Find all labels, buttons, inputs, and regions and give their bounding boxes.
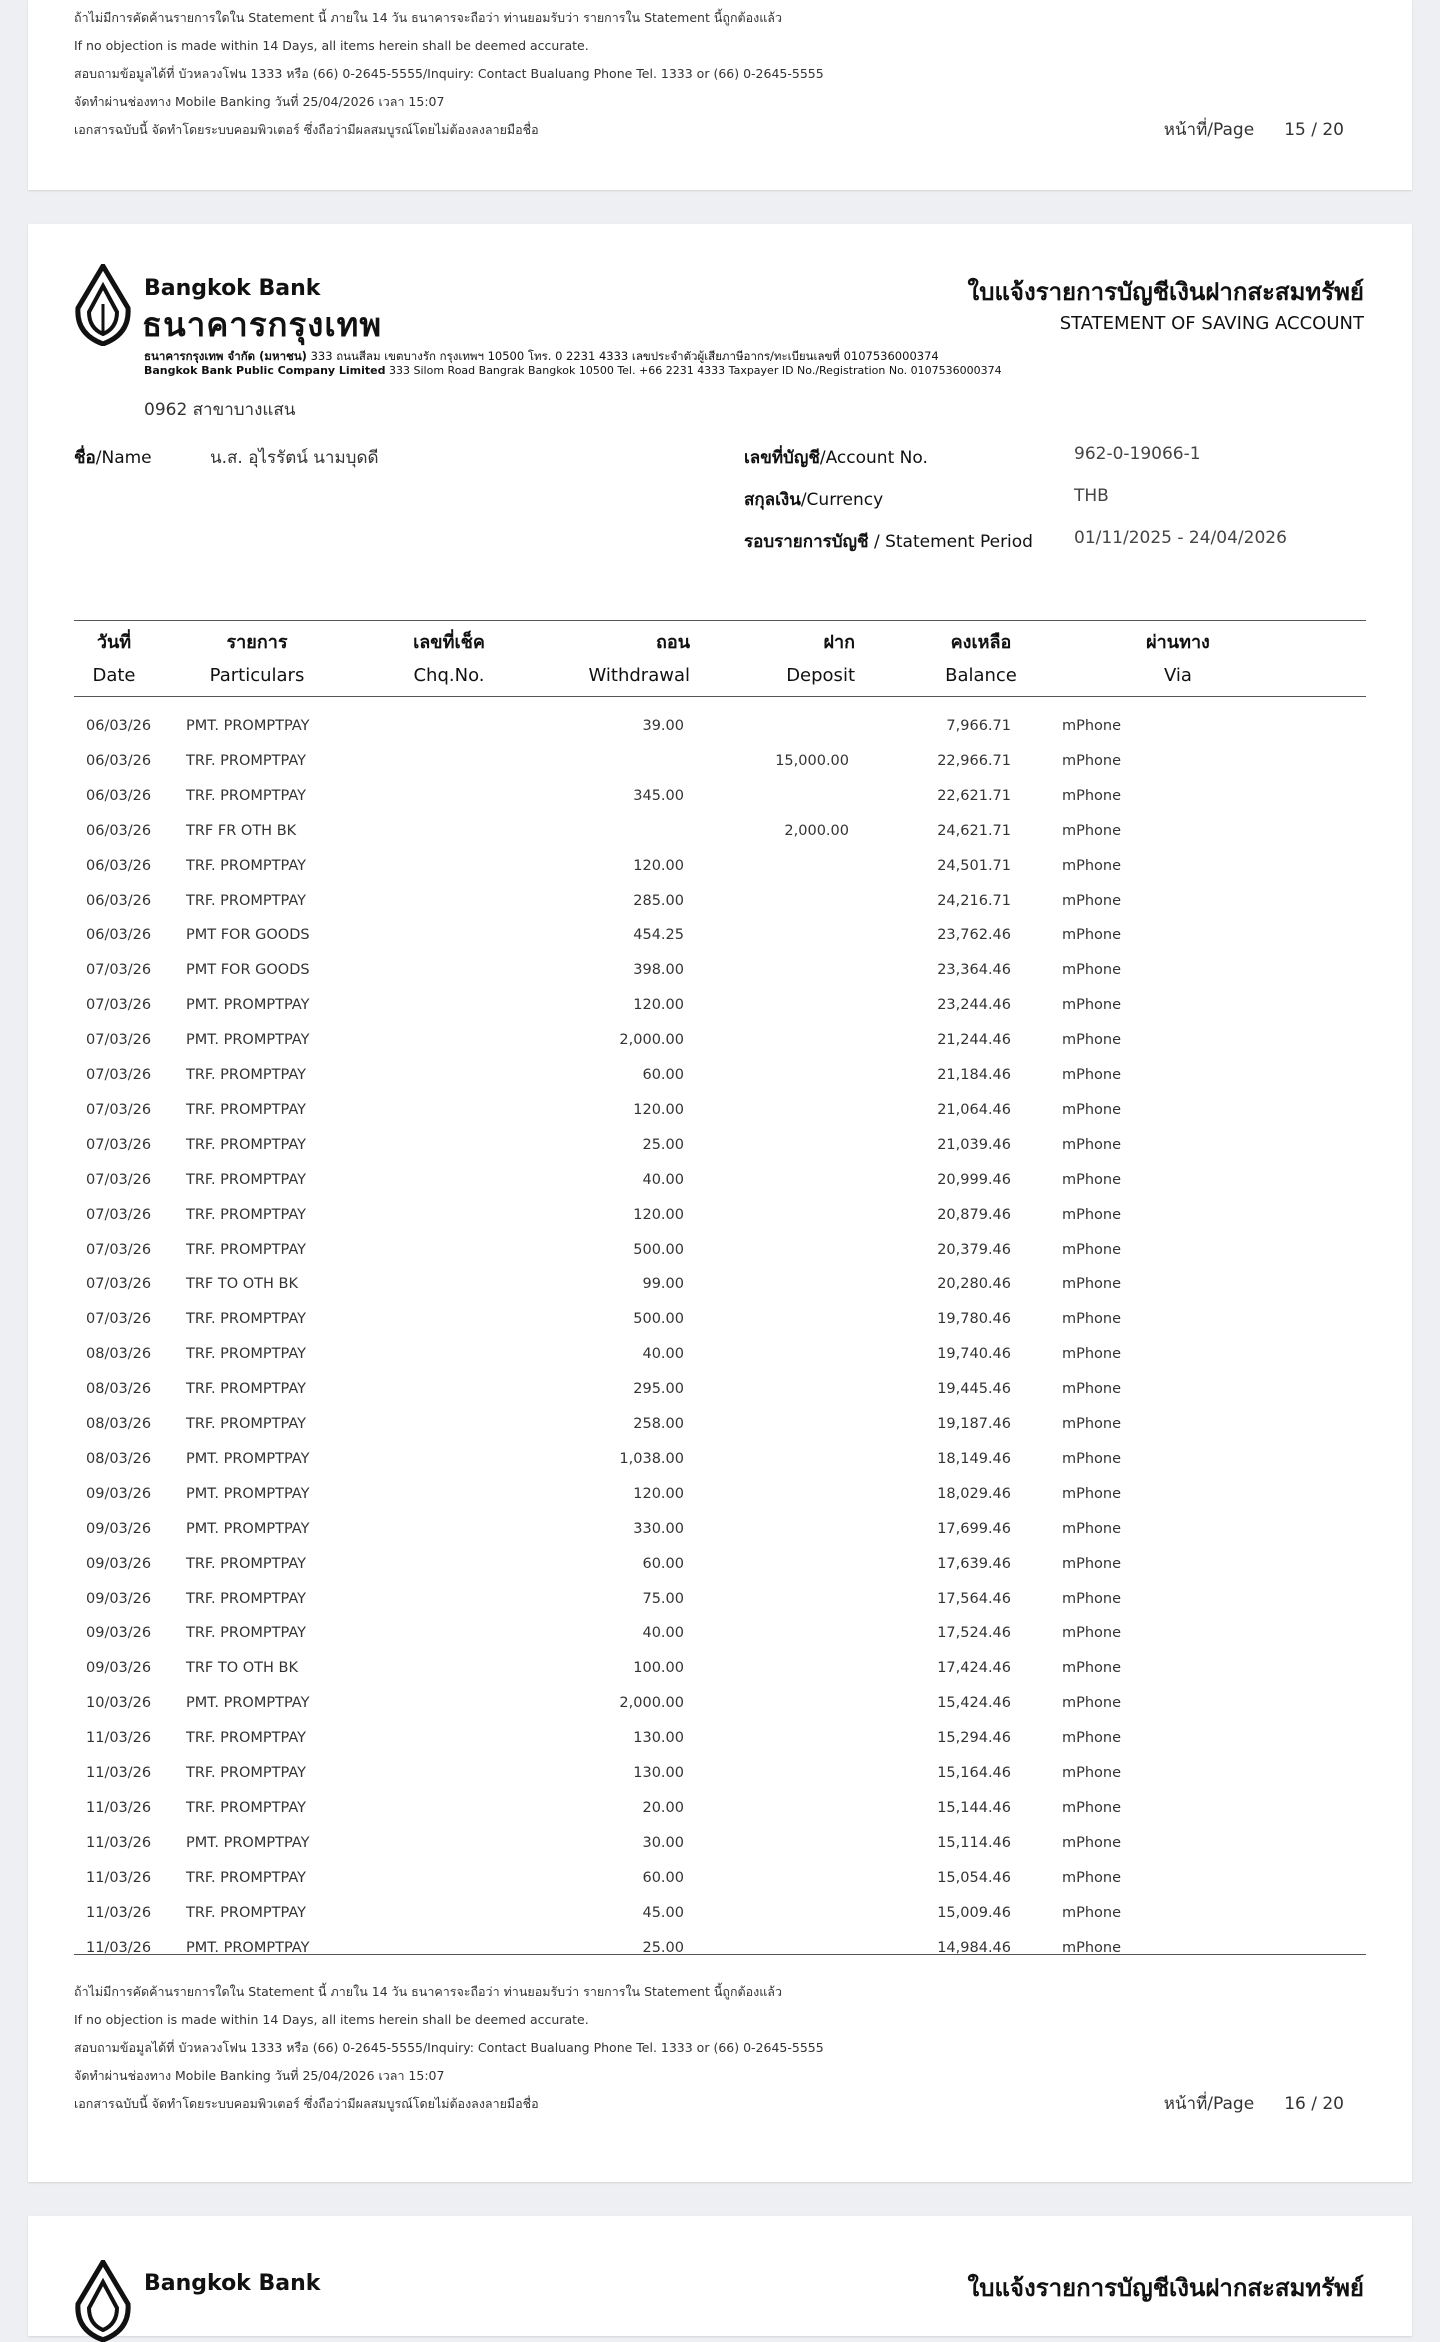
- row-balance: 21,244.46: [937, 1032, 1011, 1049]
- row-particulars: TRF. PROMPTPAY: [186, 1765, 306, 1781]
- row-balance: 15,164.46: [937, 1765, 1011, 1781]
- row-withdrawal: 120.00: [633, 1101, 684, 1118]
- row-balance: 18,029.46: [937, 1485, 1011, 1502]
- bangkok-bank-lotus-logo-icon: [74, 2260, 132, 2342]
- row-via: mPhone: [1062, 822, 1122, 839]
- document-title-th: ใบแจ้งรายการบัญชีเงินฝากสะสมทรัพย์: [967, 2274, 1364, 2302]
- row-balance: 18,149.46: [937, 1450, 1011, 1467]
- row-particulars: TRF. PROMPTPAY: [186, 1101, 306, 1118]
- row-via: mPhone: [1062, 1311, 1122, 1328]
- currency-label: [744, 486, 883, 513]
- row-date: 08/03/26: [86, 1381, 152, 1398]
- row-date: 11/03/26: [86, 1799, 152, 1816]
- row-balance: 21,184.46: [937, 1067, 1011, 1083]
- row-particulars: PMT. PROMPTPAY: [186, 1939, 310, 1956]
- row-balance: 15,054.46: [937, 1869, 1011, 1886]
- name-label: [74, 444, 152, 471]
- name-label-th: ชื่อ: [74, 448, 96, 468]
- row-via: mPhone: [1062, 1136, 1122, 1153]
- row-particulars: TRF. PROMPTPAY: [186, 1625, 306, 1642]
- row-withdrawal: 130.00: [633, 1730, 684, 1747]
- row-particulars: PMT. PROMPTPAY: [186, 1032, 310, 1049]
- row-via: mPhone: [1062, 1765, 1122, 1781]
- row-via: mPhone: [1062, 1799, 1122, 1816]
- table-row: [74, 1826, 1366, 1861]
- row-via: mPhone: [1062, 962, 1122, 979]
- row-withdrawal: 295.00: [633, 1381, 684, 1398]
- row-particulars: TRF. PROMPTPAY: [186, 752, 306, 769]
- col-header-cheque: เลขที่เช็ค Chq.No.: [413, 632, 485, 686]
- row-balance: 17,564.46: [937, 1590, 1011, 1607]
- row-date: 06/03/26: [86, 718, 152, 734]
- row-balance: 21,039.46: [937, 1136, 1011, 1153]
- row-date: 07/03/26: [86, 1032, 152, 1049]
- row-via: mPhone: [1062, 1346, 1122, 1363]
- row-particulars: TRF. PROMPTPAY: [186, 1590, 306, 1607]
- table-row: [74, 1372, 1366, 1407]
- row-withdrawal: 75.00: [642, 1590, 684, 1607]
- row-withdrawal: 130.00: [633, 1765, 684, 1781]
- table-row: [74, 884, 1366, 919]
- row-via: mPhone: [1062, 1206, 1122, 1223]
- row-particulars: PMT. PROMPTPAY: [186, 1450, 310, 1467]
- col-header-withdrawal: ถอน Withdrawal: [588, 632, 690, 686]
- row-particulars: PMT. PROMPTPAY: [186, 1695, 310, 1712]
- disclaimer-line-en: If no objection is made within 14 Days, all items herein shall be deemed accurate.: [74, 38, 589, 53]
- row-withdrawal: 40.00: [642, 1346, 684, 1363]
- row-balance: 15,114.46: [937, 1834, 1011, 1851]
- row-date: 08/03/26: [86, 1416, 152, 1432]
- row-particulars: TRF. PROMPTPAY: [186, 1730, 306, 1747]
- row-withdrawal: 60.00: [642, 1869, 684, 1886]
- row-date: 07/03/26: [86, 1171, 152, 1188]
- row-withdrawal: 120.00: [633, 1206, 684, 1223]
- account-holder-name: น.ส. อุไรรัตน์ นามบุดดี: [210, 448, 379, 468]
- row-withdrawal: 100.00: [633, 1660, 684, 1677]
- row-date: 09/03/26: [86, 1520, 152, 1537]
- row-date: 11/03/26: [86, 1834, 152, 1851]
- row-via: mPhone: [1062, 1241, 1122, 1258]
- table-row: [74, 1686, 1366, 1721]
- row-via: mPhone: [1062, 1834, 1122, 1851]
- col-header-particulars: รายการ Particulars: [209, 632, 305, 686]
- row-withdrawal: 25.00: [642, 1939, 684, 1956]
- row-balance: 23,244.46: [937, 997, 1011, 1014]
- row-via: mPhone: [1062, 1904, 1122, 1921]
- page-number-label: หน้าที่/Page: [1163, 120, 1255, 140]
- currency-value: THB: [1074, 486, 1109, 506]
- disclaimer-block: [74, 4, 824, 144]
- row-withdrawal: 330.00: [633, 1520, 684, 1537]
- table-row: [74, 1337, 1366, 1372]
- currency-label-th: สกุลเงิน: [744, 490, 801, 510]
- row-balance: 22,966.71: [937, 752, 1011, 769]
- row-withdrawal: 120.00: [633, 997, 684, 1014]
- row-particulars: TRF. PROMPTPAY: [186, 1346, 306, 1363]
- row-withdrawal: 2,000.00: [619, 1695, 684, 1712]
- row-balance: 24,216.71: [937, 892, 1011, 909]
- row-via: mPhone: [1062, 718, 1122, 734]
- row-via: mPhone: [1062, 1381, 1122, 1398]
- row-withdrawal: 398.00: [633, 962, 684, 979]
- row-date: 07/03/26: [86, 1067, 152, 1083]
- row-particulars: TRF TO OTH BK: [186, 1660, 298, 1677]
- bank-name-en: Bangkok Bank: [144, 2271, 321, 2296]
- disclaimer-block: [74, 1978, 824, 2118]
- row-particulars: TRF. PROMPTPAY: [186, 1206, 306, 1223]
- table-row: [74, 988, 1366, 1023]
- row-via: mPhone: [1062, 752, 1122, 769]
- row-date: 07/03/26: [86, 1311, 152, 1328]
- row-particulars: TRF. PROMPTPAY: [186, 857, 306, 874]
- row-date: 09/03/26: [86, 1660, 152, 1677]
- table-top-rule: [74, 620, 1366, 621]
- row-date: 07/03/26: [86, 1276, 152, 1293]
- row-balance: 24,621.71: [937, 822, 1011, 839]
- row-withdrawal: 99.00: [642, 1276, 684, 1293]
- row-via: mPhone: [1062, 1450, 1122, 1467]
- document-title-en: STATEMENT OF SAVING ACCOUNT: [1059, 313, 1364, 334]
- disclaimer-line-th: ถ้าไม่มีการคัดค้านรายการใดใน Statement นี้ ภายใน 14 วัน ธนาคารจะถือว่า ท่านยอมรับว่า รายการใน Statement นี้ถูกต้องแล้ว: [74, 1984, 782, 1999]
- bank-legal-name-en: Bangkok Bank Public Company Limited: [144, 364, 386, 377]
- branch-name: 0962 สาขาบางแสน: [144, 400, 296, 420]
- row-balance: 19,445.46: [937, 1381, 1011, 1398]
- table-row: [74, 1267, 1366, 1302]
- table-row: [74, 1512, 1366, 1547]
- row-balance: 7,966.71: [946, 718, 1011, 734]
- table-row: [74, 1023, 1366, 1058]
- row-deposit: 15,000.00: [775, 752, 849, 769]
- row-particulars: PMT FOR GOODS: [186, 927, 310, 944]
- row-via: mPhone: [1062, 892, 1122, 909]
- row-date: 06/03/26: [86, 752, 152, 769]
- row-date: 11/03/26: [86, 1869, 152, 1886]
- row-date: 11/03/26: [86, 1939, 152, 1956]
- row-particulars: TRF. PROMPTPAY: [186, 892, 306, 909]
- statement-page-16: [28, 224, 1412, 2182]
- row-date: 11/03/26: [86, 1765, 152, 1781]
- row-withdrawal: 20.00: [642, 1799, 684, 1816]
- generated-line: จัดทำผ่านช่องทาง Mobile Banking วันที่ 25/04/2026 เวลา 15:07: [74, 94, 445, 109]
- row-balance: 22,621.71: [937, 787, 1011, 804]
- row-particulars: PMT. PROMPTPAY: [186, 1834, 310, 1851]
- row-balance: 15,009.46: [937, 1904, 1011, 1921]
- row-withdrawal: 39.00: [642, 718, 684, 734]
- row-via: mPhone: [1062, 1730, 1122, 1747]
- row-withdrawal: 25.00: [642, 1136, 684, 1153]
- row-withdrawal: 500.00: [633, 1311, 684, 1328]
- row-balance: 20,879.46: [937, 1206, 1011, 1223]
- row-balance: 17,639.46: [937, 1555, 1011, 1572]
- page-number: [1164, 116, 1344, 143]
- row-via: mPhone: [1062, 1625, 1122, 1642]
- row-balance: 17,424.46: [937, 1660, 1011, 1677]
- row-balance: 20,999.46: [937, 1171, 1011, 1188]
- row-balance: 17,699.46: [937, 1520, 1011, 1537]
- statement-page-15: [28, 0, 1412, 190]
- table-row: [74, 1198, 1366, 1233]
- table-row: [74, 1721, 1366, 1756]
- row-withdrawal: 285.00: [633, 892, 684, 909]
- table-header-rule: [74, 696, 1366, 697]
- bank-address-en-text: 333 Silom Road Bangrak Bangkok 10500 Tel. +66 2231 4333 Taxpayer ID No./Registration No. 0107536000374: [389, 364, 1002, 377]
- table-row: [74, 953, 1366, 988]
- table-row: [74, 1302, 1366, 1337]
- row-particulars: TRF. PROMPTPAY: [186, 1904, 306, 1921]
- row-date: 09/03/26: [86, 1625, 152, 1642]
- row-date: 06/03/26: [86, 822, 152, 839]
- computer-generated-line: เอกสารฉบับนี้ จัดทำโดยระบบคอมพิวเตอร์ ซึ่งถือว่ามีผลสมบูรณ์โดยไม่ต้องลงลายมือชื่อ: [74, 2096, 539, 2111]
- account-no-label-en: /Account No.: [819, 448, 928, 468]
- row-via: mPhone: [1062, 997, 1122, 1014]
- row-withdrawal: 500.00: [633, 1241, 684, 1258]
- col-header-via: ผ่านทาง Via: [1146, 632, 1210, 686]
- statement-period-label-th: รอบรายการบัญชี: [744, 532, 869, 552]
- disclaimer-line-th: ถ้าไม่มีการคัดค้านรายการใดใน Statement นี้ ภายใน 14 วัน ธนาคารจะถือว่า ท่านยอมรับว่า รายการใน Statement นี้ถูกต้องแล้ว: [74, 10, 782, 25]
- row-date: 07/03/26: [86, 1101, 152, 1118]
- row-date: 07/03/26: [86, 1136, 152, 1153]
- row-date: 07/03/26: [86, 962, 152, 979]
- table-row: [74, 709, 1366, 744]
- col-header-deposit: ฝาก Deposit: [786, 632, 855, 686]
- row-via: mPhone: [1062, 1660, 1122, 1677]
- table-row: [74, 744, 1366, 779]
- row-via: mPhone: [1062, 1590, 1122, 1607]
- page-number-label: หน้าที่/Page: [1163, 2094, 1255, 2114]
- row-particulars: PMT. PROMPTPAY: [186, 1485, 310, 1502]
- bank-legal-name-th: ธนาคารกรุงเทพ จำกัด (มหาชน): [144, 349, 307, 363]
- row-balance: 20,379.46: [937, 1241, 1011, 1258]
- row-via: mPhone: [1062, 1939, 1122, 1956]
- row-particulars: TRF. PROMPTPAY: [186, 1555, 306, 1572]
- row-particulars: TRF. PROMPTPAY: [186, 787, 306, 804]
- table-row: [74, 1616, 1366, 1651]
- row-particulars: TRF. PROMPTPAY: [186, 1416, 306, 1432]
- table-row: [74, 1931, 1366, 1966]
- currency-label-en: /Currency: [800, 490, 884, 510]
- row-withdrawal: 120.00: [633, 857, 684, 874]
- table-row: [74, 1547, 1366, 1582]
- table-row: [74, 779, 1366, 814]
- table-row: [74, 1442, 1366, 1477]
- disclaimer-line-en: If no objection is made within 14 Days, all items herein shall be deemed accurate.: [74, 2012, 589, 2027]
- row-balance: 19,187.46: [937, 1416, 1011, 1432]
- row-withdrawal: 40.00: [642, 1625, 684, 1642]
- account-no-label: [744, 444, 928, 471]
- row-via: mPhone: [1062, 1416, 1122, 1432]
- inquiry-line: สอบถามข้อมูลได้ที่ บัวหลวงโฟน 1333 หรือ (66) 0-2645-5555/Inquiry: Contact Bualuang Phone Tel. 1333 or (66) 0-2645-5555: [74, 66, 824, 81]
- generated-line: จัดทำผ่านช่องทาง Mobile Banking วันที่ 25/04/2026 เวลา 15:07: [74, 2068, 445, 2083]
- document-title-th: ใบแจ้งรายการบัญชีเงินฝากสะสมทรัพย์: [967, 278, 1364, 306]
- table-row: [74, 849, 1366, 884]
- row-withdrawal: 454.25: [633, 927, 684, 944]
- table-row: [74, 918, 1366, 953]
- account-no-label-th: เลขที่บัญชี: [744, 448, 820, 468]
- row-via: mPhone: [1062, 1695, 1122, 1712]
- row-particulars: PMT. PROMPTPAY: [186, 718, 310, 734]
- row-date: 09/03/26: [86, 1555, 152, 1572]
- row-withdrawal: 45.00: [642, 1904, 684, 1921]
- table-row: [74, 1582, 1366, 1617]
- table-row: [74, 1093, 1366, 1128]
- row-particulars: TRF. PROMPTPAY: [186, 1799, 306, 1816]
- row-balance: 20,280.46: [937, 1276, 1011, 1293]
- row-date: 09/03/26: [86, 1485, 152, 1502]
- row-balance: 23,364.46: [937, 962, 1011, 979]
- row-date: 08/03/26: [86, 1346, 152, 1363]
- bank-name-en: Bangkok Bank: [144, 276, 321, 301]
- statement-page-17: [28, 2216, 1412, 2336]
- bank-address-th-text: 333 ถนนสีลม เขตบางรัก กรุงเทพฯ 10500 โทร. 0 2231 4333 เลขประจำตัวผู้เสียภาษีอากร/ทะเบียนเลขที่ 0107536000374: [310, 349, 939, 363]
- table-row: [74, 1058, 1366, 1093]
- row-deposit: 2,000.00: [784, 822, 849, 839]
- table-row: [74, 1756, 1366, 1791]
- row-date: 06/03/26: [86, 927, 152, 944]
- row-via: mPhone: [1062, 1032, 1122, 1049]
- row-particulars: TRF. PROMPTPAY: [186, 1311, 306, 1328]
- row-via: mPhone: [1062, 1485, 1122, 1502]
- computer-generated-line: เอกสารฉบับนี้ จัดทำโดยระบบคอมพิวเตอร์ ซึ่งถือว่ามีผลสมบูรณ์โดยไม่ต้องลงลายมือชื่อ: [74, 122, 539, 137]
- row-particulars: TRF. PROMPTPAY: [186, 1241, 306, 1258]
- row-date: 07/03/26: [86, 997, 152, 1014]
- row-withdrawal: 120.00: [633, 1485, 684, 1502]
- bank-name-th: ธนาคารกรุงเทพ: [142, 305, 383, 344]
- row-via: mPhone: [1062, 787, 1122, 804]
- row-balance: 19,780.46: [937, 1311, 1011, 1328]
- row-balance: 15,424.46: [937, 1695, 1011, 1712]
- table-row: [74, 1861, 1366, 1896]
- row-date: 06/03/26: [86, 857, 152, 874]
- row-withdrawal: 2,000.00: [619, 1032, 684, 1049]
- row-date: 08/03/26: [86, 1450, 152, 1467]
- row-particulars: PMT. PROMPTPAY: [186, 997, 310, 1014]
- bangkok-bank-lotus-logo-icon: [74, 264, 132, 346]
- row-via: mPhone: [1062, 1171, 1122, 1188]
- table-bottom-rule: [74, 1954, 1366, 1955]
- row-via: mPhone: [1062, 1067, 1122, 1083]
- table-row: [74, 1651, 1366, 1686]
- row-date: 10/03/26: [86, 1695, 152, 1712]
- row-date: 06/03/26: [86, 787, 152, 804]
- inquiry-line: สอบถามข้อมูลได้ที่ บัวหลวงโฟน 1333 หรือ (66) 0-2645-5555/Inquiry: Contact Bualuang Phone Tel. 1333 or (66) 0-2645-5555: [74, 2040, 824, 2055]
- row-withdrawal: 60.00: [642, 1067, 684, 1083]
- row-via: mPhone: [1062, 1869, 1122, 1886]
- row-particulars: TRF. PROMPTPAY: [186, 1067, 306, 1083]
- row-particulars: PMT FOR GOODS: [186, 962, 310, 979]
- page-number-value: 15 / 20: [1284, 120, 1344, 140]
- row-date: 07/03/26: [86, 1241, 152, 1258]
- row-balance: 19,740.46: [937, 1346, 1011, 1363]
- page-number: [1164, 2090, 1344, 2117]
- row-date: 07/03/26: [86, 1206, 152, 1223]
- row-particulars: TRF. PROMPTPAY: [186, 1136, 306, 1153]
- table-row: [74, 1163, 1366, 1198]
- page-number-value: 16 / 20: [1284, 2094, 1344, 2114]
- row-date: 11/03/26: [86, 1730, 152, 1747]
- row-balance: 15,144.46: [937, 1799, 1011, 1816]
- account-number: 962-0-19066-1: [1074, 444, 1201, 464]
- row-withdrawal: 60.00: [642, 1555, 684, 1572]
- row-via: mPhone: [1062, 1101, 1122, 1118]
- row-via: mPhone: [1062, 1276, 1122, 1293]
- statement-period-label: [744, 528, 1033, 555]
- row-balance: 21,064.46: [937, 1101, 1011, 1118]
- row-withdrawal: 40.00: [642, 1171, 684, 1188]
- table-row: [74, 1791, 1366, 1826]
- row-withdrawal: 1,038.00: [619, 1450, 684, 1467]
- statement-period-label-en: / Statement Period: [868, 532, 1033, 552]
- row-balance: 24,501.71: [937, 857, 1011, 874]
- row-via: mPhone: [1062, 927, 1122, 944]
- row-particulars: TRF. PROMPTPAY: [186, 1869, 306, 1886]
- row-via: mPhone: [1062, 1555, 1122, 1572]
- row-particulars: TRF. PROMPTPAY: [186, 1381, 306, 1398]
- row-via: mPhone: [1062, 1520, 1122, 1537]
- row-date: 09/03/26: [86, 1590, 152, 1607]
- table-row: [74, 1128, 1366, 1163]
- name-label-en: /Name: [95, 448, 152, 468]
- row-particulars: PMT. PROMPTPAY: [186, 1520, 310, 1537]
- statement-period-value: 01/11/2025 - 24/04/2026: [1074, 528, 1287, 548]
- row-particulars: TRF TO OTH BK: [186, 1276, 298, 1293]
- row-date: 06/03/26: [86, 892, 152, 909]
- row-date: 11/03/26: [86, 1904, 152, 1921]
- table-row: [74, 814, 1366, 849]
- row-withdrawal: 258.00: [633, 1416, 684, 1432]
- table-row: [74, 1233, 1366, 1268]
- row-balance: 14,984.46: [937, 1939, 1011, 1956]
- row-via: mPhone: [1062, 857, 1122, 874]
- row-balance: 17,524.46: [937, 1625, 1011, 1642]
- table-row: [74, 1896, 1366, 1931]
- table-row: [74, 1477, 1366, 1512]
- row-balance: 15,294.46: [937, 1730, 1011, 1747]
- table-row: [74, 1407, 1366, 1442]
- row-withdrawal: 345.00: [633, 787, 684, 804]
- bank-address-en: [144, 364, 1002, 377]
- row-balance: 23,762.46: [937, 927, 1011, 944]
- col-header-balance: คงเหลือ Balance: [945, 632, 1017, 686]
- row-withdrawal: 30.00: [642, 1834, 684, 1851]
- col-header-date: วันที่ Date: [92, 632, 136, 686]
- row-particulars: TRF FR OTH BK: [186, 822, 297, 839]
- row-particulars: TRF. PROMPTPAY: [186, 1171, 306, 1188]
